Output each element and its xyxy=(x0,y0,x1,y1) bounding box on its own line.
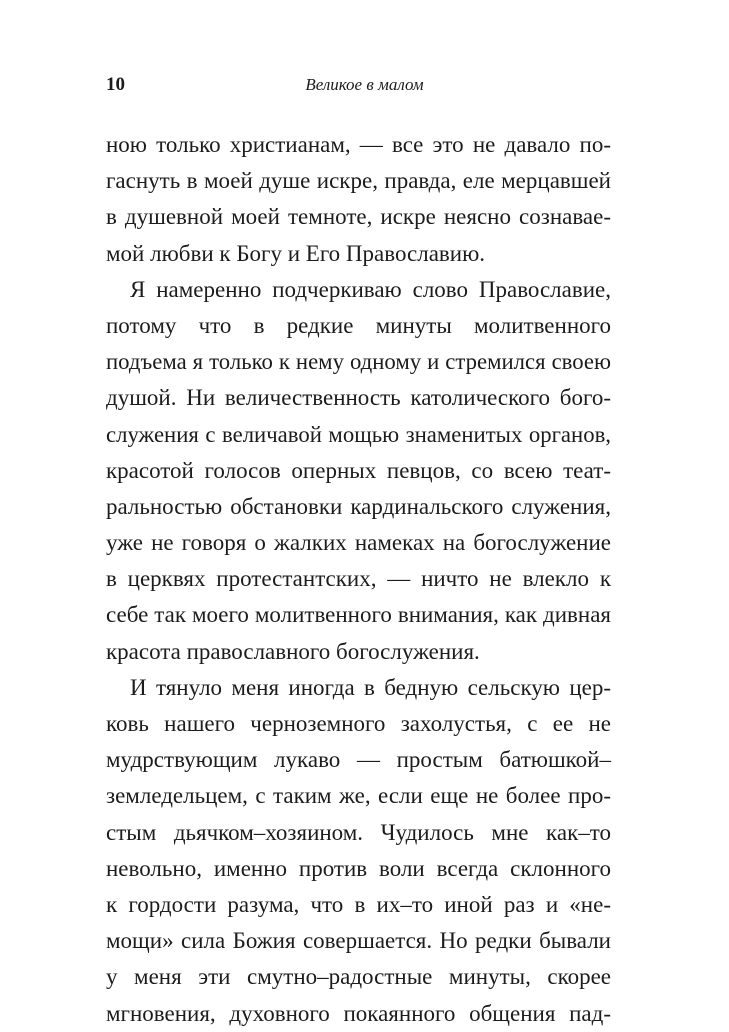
book-title: Великое в малом xyxy=(305,75,424,94)
text-line: подъема я только к нему одному и стремился своею xyxy=(106,349,611,375)
page-number: 10 xyxy=(106,74,125,95)
text-line: потому что в редкие минуты молитвенного xyxy=(106,312,611,338)
text-line: в церквях протестантских, — ничто не влекло к xyxy=(106,566,611,592)
body-text xyxy=(106,127,611,1032)
text-line: гаснуть в моей душе искре, правда, еле мерцавшей xyxy=(106,168,611,194)
text-line: красотой голосов оперных певцов, со всею теат- xyxy=(106,457,611,483)
text-line: в душевной моей темноте, искре неясно сознавае- xyxy=(106,204,611,230)
text-line: у меня эти смутно–радостные минуты, скорее xyxy=(106,964,611,990)
text-line: земледельцем, с таким же, если еще не более про- xyxy=(106,783,611,809)
text-line: ральностью обстановки кардинальского служения, xyxy=(106,493,611,519)
text-line: невольно, именно против воли всегда склонного xyxy=(106,855,611,881)
text-line: уже не говоря о жалких намеках на богослужение xyxy=(106,530,611,556)
running-header xyxy=(106,72,611,98)
text-line: мой любви к Богу и Его Православию. xyxy=(106,240,486,266)
text-line: мудрствующим лукаво — простым батюшкой– xyxy=(106,747,611,773)
text-line: себе так моего молитвенного внимания, как дивная xyxy=(106,602,611,628)
text-line: мгновения, духовного покаянного общения пад- xyxy=(106,1000,611,1026)
text-line: ною только христианам, — все это не давало по- xyxy=(106,132,611,157)
text-line: к гордости разума, что в их–то иной раз и «не- xyxy=(106,891,611,917)
text-line: ковь нашего черноземного захолустья, с ее не xyxy=(106,711,611,736)
text-line: красота православного богослужения. xyxy=(106,638,480,664)
text-line: душой. Ни величественность католического бого- xyxy=(106,385,611,411)
text-line: И тянуло меня иногда в бедную сельскую цер- xyxy=(130,674,611,700)
text-line: Я намеренно подчеркиваю слово Православие, xyxy=(130,276,611,302)
text-line: стым дьячком–хозяином. Чудилось мне как–то xyxy=(106,819,611,845)
text-line: мощи» сила Божия совершается. Но редки бывали xyxy=(106,928,611,954)
text-line: служения с величавой мощью знаменитых органов, xyxy=(106,421,611,447)
